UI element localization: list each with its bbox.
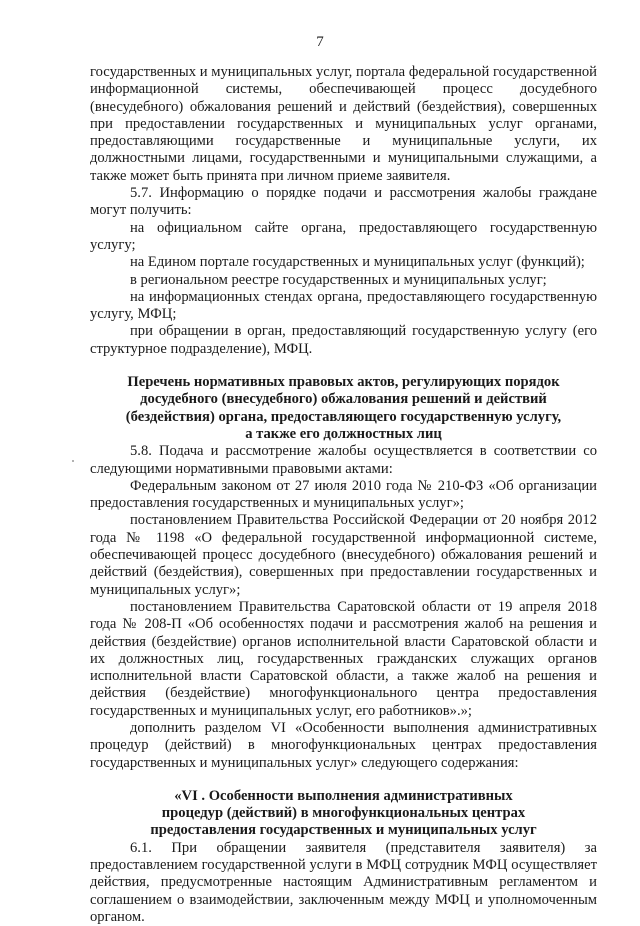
list-item-direct-appeal: при обращении в орган, предоставляющий государственную услугу (его структурное подразделение), МФЦ. bbox=[90, 323, 597, 357]
paragraph-6-1: 6.1. При обращении заявителя (представителя заявителя) за предоставлением государственной услуги в МФЦ сотрудник МФЦ осуществляет действия, предусмотренные настоящим Административным регламентом и соглашением о взаимодействии, заключенным между МФЦ и уполномоченным органом. bbox=[90, 839, 597, 925]
list-item-official-site: на официальном сайте органа, предоставляющего государственную услугу; bbox=[90, 219, 597, 253]
list-item-government-decree-1198: постановлением Правительства Российской Федерации от 20 ноября 2012 года № 1198 «О федеральной государственной информационной системе, обеспечивающей процесс досудебного (внесудебного) обжалования решений и действий (бездействия), совершенных при предоставлении государственных и муниципальных услуг»; bbox=[90, 512, 597, 598]
page-number: 7 bbox=[316, 34, 324, 50]
paragraph-portal-continuation: государственных и муниципальных услуг, портала федеральной государственной информационной системы, обеспечивающей процесс досудебного (внесудебного) обжалования решений и действий (бездействия), совершенных при предоставлении государственных и муниципальных услуг органами, предоставляющими государственные и муниципальные услуги, их должностными лицами, государственными и муниципальными служащими, а также может быть принята при личном приеме заявителя. bbox=[90, 64, 597, 184]
document-body bbox=[90, 64, 597, 926]
paragraph-5-8: 5.8. Подача и рассмотрение жалобы осуществляется в соответствии со следующими нормативными правовыми актами: bbox=[90, 443, 597, 477]
heading-line: предоставления государственных и муниципальных услуг bbox=[150, 822, 537, 839]
paragraph-add-section-vi: дополнить разделом VI «Особенности выполнения административных процедур (действий) в многофункциональных центрах предоставления государственных и муниципальных услуг» следующего содержания: bbox=[90, 719, 597, 771]
heading-line: процедур (действий) в многофункциональных центрах bbox=[161, 805, 526, 822]
list-item-unified-portal: на Едином портале государственных и муниципальных услуг (функций); bbox=[130, 254, 585, 271]
heading-line: а также его должностных лиц bbox=[245, 425, 442, 442]
paragraph-5-7: 5.7. Информацию о порядке подачи и рассмотрения жалобы граждане могут получить: bbox=[90, 185, 597, 219]
heading-line: «VI . Особенности выполнения административных bbox=[174, 787, 513, 804]
heading-line: досудебного (внесудебного) обжалования решений и действий bbox=[140, 391, 547, 408]
section-heading-legal-acts bbox=[90, 374, 597, 443]
heading-line: Перечень нормативных правовых актов, регулирующих порядок bbox=[127, 374, 560, 391]
list-item-federal-law: Федеральным законом от 27 июля 2010 года № 210-ФЗ «Об организации предоставления государственных и муниципальных услуг»; bbox=[90, 477, 597, 512]
list-item-info-stands: на информационных стендах органа, предоставляющего государственную услугу, МФЦ; bbox=[90, 288, 597, 323]
list-item-saratov-decree-208: постановлением Правительства Саратовской области от 19 апреля 2018 года № 208-П «Об особенностях подачи и рассмотрения жалоб на решения и действия (бездействие) органов исполнительной власти Саратовской области и их должностных лиц, государственных гражданских служащих органов исполнительной власти Саратовской области, а также жалоб на решения и действия (бездействие) многофункционального центра предоставления государственных и муниципальных услуг, его работников».»; bbox=[90, 598, 597, 719]
list-item-regional-registry: в региональном реестре государственных и муниципальных услуг; bbox=[130, 271, 547, 288]
heading-line: (бездействия) органа, предоставляющего государственную услугу, bbox=[125, 408, 562, 425]
scan-artifact-dot bbox=[72, 460, 74, 462]
section-heading-vi bbox=[90, 788, 597, 840]
